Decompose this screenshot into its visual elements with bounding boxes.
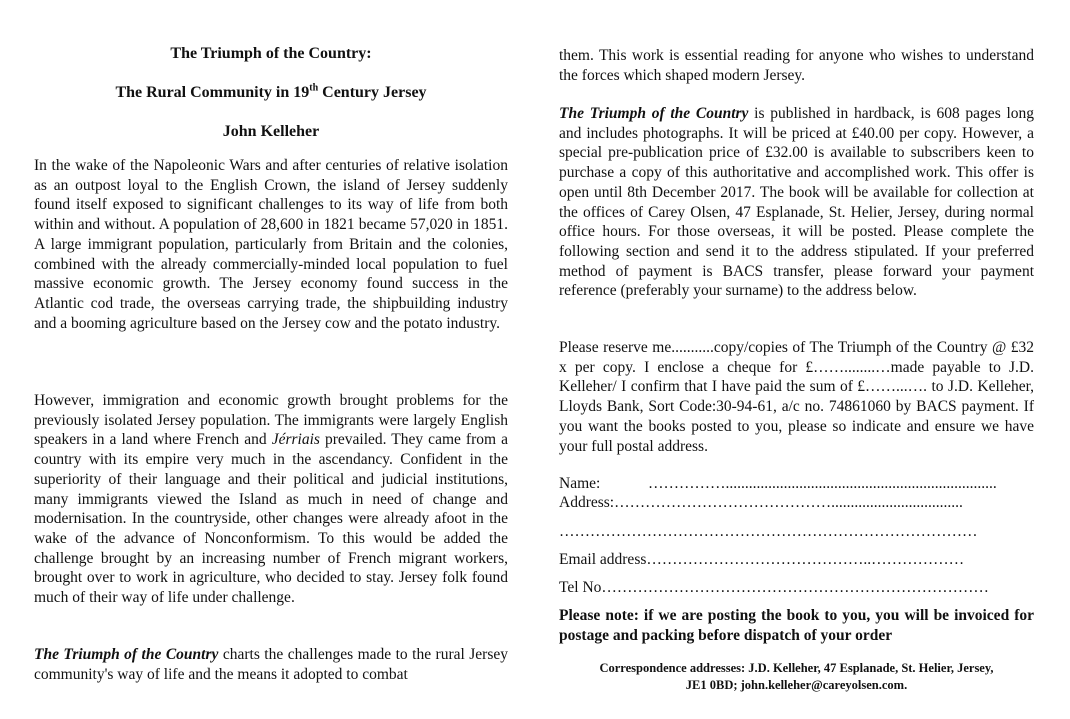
subtitle-post: Century Jersey [318, 84, 427, 101]
book-title [34, 45, 508, 63]
left-paragraph-1: In the wake of the Napoleonic Wars and after centuries of relative isolation as an outpost loyal to the English Crown, the island of Jersey suddenly found itself exposed to significant challenges to its way of life from both within and without. A population of 28,600 in 1821 became 57,020 in 1851. A large immigrant population, particularly from Britain and the colonies, combined with the already commercially-minded local population to fuel massive economic growth. The Jersey economy found success in the Atlantic cod trade, the overseas carrying trade, the shipbuilding industry and a booming agriculture based on the Jersey cow and the potato industry. [34, 157, 508, 332]
subtitle-sup: th [309, 82, 319, 94]
tel-field[interactable] [559, 578, 1034, 597]
tel-dots[interactable]: ………………………………………………………………… [601, 579, 989, 596]
title-line-2 [34, 84, 508, 102]
right-paragraph-1: them. This work is essential reading for anyone who wishes to understand the forces which shaped modern Jersey. [559, 47, 1034, 84]
correspondence-line-2: JE1 0BD; john.kelleher@careyolsen.com. [685, 678, 908, 692]
right-paragraph-2 [559, 104, 1034, 301]
left-p3-rest: charts the challenges made to the rural Jersey community's way of life and the means it adopted to combat [34, 646, 508, 683]
tel-label: Tel No [559, 579, 602, 596]
right-p2-rest: is published in hardback, is 608 pages long and includes photographs. It will be priced at £40.00 per copy. However, a special pre-publication price of £32.00 is available to subscribers keen to purchase a copy of this authoritative and accomplished work. This offer is open until 8th December 2017. The book will be available for collection at the offices of Carey Olsen, 47 Esplanade, St. Helier, Jersey, during normal office hours. For those overseas, it will be posted. Please complete the following section and send it to the address stipulated. If your preferred method of payment is BACS transfer, please forward your payment reference (preferably your surname) to the address below. [559, 105, 1035, 300]
address-line-2-field[interactable] [559, 522, 1034, 541]
left-paragraph-2 [34, 391, 508, 608]
email-label: Email address [559, 551, 647, 568]
jerriais-italic: Jérriais [271, 431, 320, 449]
address-dots[interactable]: …………………………………….................................. [614, 494, 963, 511]
book-title-inline-2: The Triumph of the Country [559, 105, 749, 122]
order-paragraph: Please reserve me...........copy/copies of The Triumph of the Country @ £32 x per copy. I enclose a cheque for £……........…made payable to J.D. Kelleher/ I confirm that I have paid the sum of £……...…. to J.D. Kelleher, Lloyds Bank, Sort Code:30-94-61, a/c no. 74861060 by BACS payment. If you want the books posted to you, please so indicate and ensure we have your full postal address. [559, 339, 1034, 455]
address-label: Address: [559, 494, 615, 511]
author-text: John Kelleher [222, 123, 320, 140]
correspondence-line-1: Correspondence addresses: J.D. Kelleher, 47 Esplanade, St. Helier, Jersey, [599, 661, 994, 675]
address-field[interactable] [559, 493, 1034, 512]
left-paragraph-3 [34, 645, 508, 684]
email-dots[interactable]: ……………………………………..……………… [646, 551, 965, 568]
correspondence-address [559, 660, 1034, 694]
subtitle-pre: The Rural Community in 19 [115, 84, 310, 101]
name-dots[interactable]: ……………...................................................................... [648, 475, 997, 492]
left-p2-part-a: However, immigration and economic growth brought problems for the previously isolated Jersey population. The immigrants were largely English speakers in a land where French and [34, 392, 508, 449]
book-subtitle [34, 84, 508, 102]
title-line-1: The Triumph of the Country: [170, 45, 372, 62]
address-line-2-dots[interactable]: ……………………………………………………………………… [559, 523, 978, 540]
name-field[interactable] [559, 474, 1034, 493]
postage-note: Please note: if we are posting the book to you, you will be invoiced for postage and packing before dispatch of your order [559, 607, 1034, 644]
book-title-inline: The Triumph of the Country [34, 646, 219, 663]
name-label: Name: [559, 475, 601, 492]
left-p2-part-b: prevailed. They came from a country with its empire very much in the ascendancy. Confident in the superiority of their language and their political and judicial institutions, many immigrants viewed the Island as much in need of change and modernisation. In the countryside, other changes were already afoot in the wake of the advance of Nonconformism. To this would be added the challenge brought by an increasing number of French migrant workers, brought over to work in agriculture, who decided to stay. Jersey folk found much of their way of life under challenge. [34, 431, 509, 607]
email-field[interactable] [559, 550, 1034, 569]
author-name [34, 123, 508, 141]
